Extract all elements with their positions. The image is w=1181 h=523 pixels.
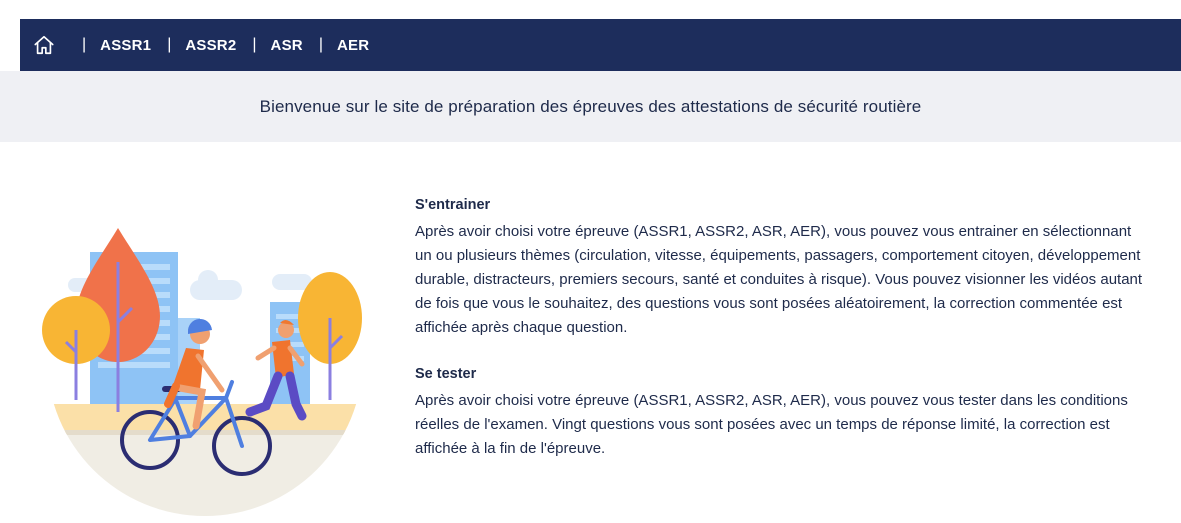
nav-separator: | (318, 36, 323, 53)
welcome-banner (0, 71, 1181, 142)
nav-link-assr2[interactable]: ASSR2 (185, 36, 237, 54)
section-test (415, 364, 1145, 461)
home-button[interactable] (22, 19, 66, 71)
top-navigation-bar (20, 19, 1181, 71)
nav-separator: | (167, 36, 172, 53)
welcome-text: Bienvenue sur le site de préparation des épreuves des attestations de sécurité routière (259, 96, 922, 116)
section-text: Après avoir choisi votre épreuve (ASSR1, ASSR2, ASR, AER), vous pouvez vous tester dans les conditions réelles de l'examen. Vingt questions vous sont posées avec un temps de réponse limité, la correction est affichée à la fin de l'épreuve. (415, 392, 1128, 457)
cyclist-runner-park-illustration (40, 222, 370, 523)
section-train (415, 195, 1145, 340)
nav-link-asr[interactable]: ASR (270, 36, 303, 54)
nav-separator: | (252, 36, 257, 53)
nav-link-assr1[interactable]: ASSR1 (100, 36, 152, 54)
section-title: S'entrainer (415, 197, 491, 213)
nav-separator: | (82, 36, 87, 53)
nav-links (66, 36, 369, 54)
home-icon (33, 34, 55, 56)
section-text: Après avoir choisi votre épreuve (ASSR1, ASSR2, ASR, AER), vous pouvez vous entrainer en sélectionnant un ou plusieurs thèmes (circulation, vitesse, équipements, passagers, comportement citoyen, développement durable, distracteurs, premiers secours, santé et conduites à risque). Vous pouvez visionner les vidéos autant de fois que vous le souhaitez, des questions vous sont posées aléatoirement, la correction commentée est affichée après chaque question. (415, 223, 1143, 336)
section-title: Se tester (415, 366, 477, 382)
main-content (415, 195, 1145, 461)
nav-link-aer[interactable]: AER (336, 36, 370, 54)
